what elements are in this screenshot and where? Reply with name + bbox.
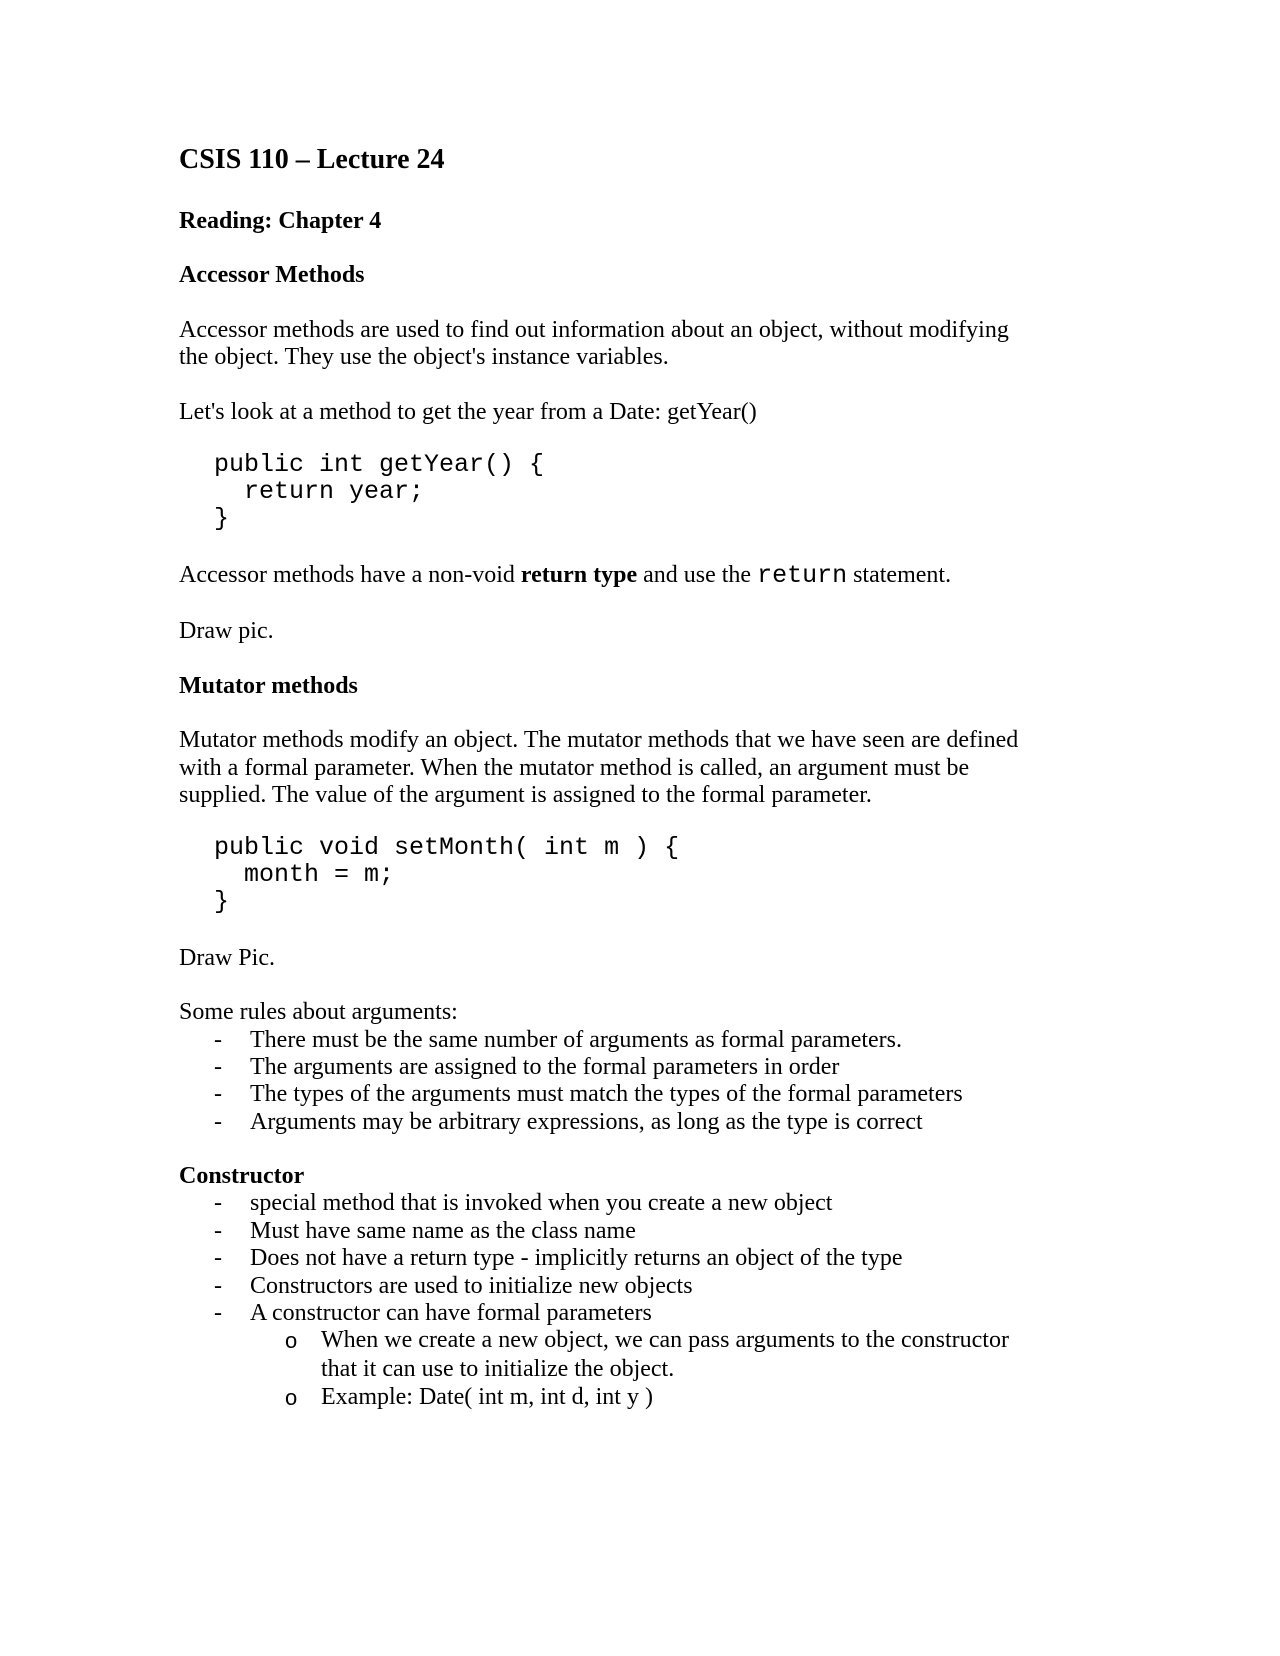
list-item: Constructors are used to initialize new objects (250, 1273, 693, 1299)
list-item: special method that is invoked when you create a new object (250, 1190, 833, 1216)
bullet-circle: o (285, 1385, 298, 1410)
bullet-dash: - (214, 1109, 222, 1135)
text-span: Accessor methods have a non-void (179, 562, 521, 588)
bullet-circle: o (285, 1328, 298, 1353)
list-item: A constructor can have formal parameters (250, 1300, 652, 1326)
return-type-term: return type (520, 562, 638, 588)
accessor-heading: Accessor Methods (179, 262, 365, 288)
return-keyword: return (757, 561, 848, 590)
bullet-dash: - (214, 1300, 222, 1326)
mutator-paragraph-line1: Mutator methods modify an object. The mutator methods that we have seen are defined (179, 727, 1019, 753)
list-item: Does not have a return type - implicitly returns an object of the type (250, 1245, 903, 1271)
accessor-paragraph-line1: Accessor methods are used to find out information about an object, without modifying (179, 317, 1009, 343)
code-line: } (214, 504, 230, 533)
rules-intro: Some rules about arguments: (179, 999, 458, 1025)
sub-list-item: When we create a new object, we can pass arguments to the constructor (321, 1327, 1009, 1353)
code-line: public void setMonth( int m ) { (214, 833, 680, 862)
code-line: public int getYear() { (214, 450, 545, 479)
list-item: The arguments are assigned to the formal parameters in order (250, 1054, 840, 1080)
code-line: month = m; (214, 860, 395, 889)
sub-list-item: Example: Date( int m, int d, int y ) (321, 1384, 653, 1410)
accessor-return-sentence (179, 561, 951, 590)
list-item: Arguments may be arbitrary expressions, as long as the type is correct (250, 1109, 923, 1135)
draw-pic-note: Draw Pic. (179, 945, 275, 971)
code-line: } (214, 887, 230, 916)
accessor-paragraph-line2: the object. They use the object's instance variables. (179, 344, 669, 370)
sub-list-item-continuation: that it can use to initialize the object. (321, 1356, 675, 1382)
bullet-dash: - (214, 1081, 222, 1107)
mutator-heading: Mutator methods (179, 673, 358, 699)
bullet-dash: - (214, 1245, 222, 1271)
text-span: and use the (637, 562, 758, 588)
reading-line: Reading: Chapter 4 (179, 208, 382, 234)
list-item: The types of the arguments must match the types of the formal parameters (250, 1081, 963, 1107)
bullet-dash: - (214, 1190, 222, 1216)
constructor-heading: Constructor (179, 1163, 305, 1189)
bullet-dash: - (214, 1273, 222, 1299)
list-item: Must have same name as the class name (250, 1218, 636, 1244)
bullet-dash: - (214, 1054, 222, 1080)
mutator-paragraph-line2: with a formal parameter. When the mutator method is called, an argument must be (179, 755, 970, 781)
text-span: statement. (847, 562, 952, 588)
accessor-getyear-intro: Let's look at a method to get the year from a Date: getYear() (179, 399, 757, 425)
bullet-dash: - (214, 1218, 222, 1244)
bullet-dash: - (214, 1027, 222, 1053)
code-line: return year; (214, 477, 425, 506)
mutator-paragraph-line3: supplied. The value of the argument is assigned to the formal parameter. (179, 782, 872, 808)
list-item: There must be the same number of arguments as formal parameters. (250, 1027, 902, 1053)
draw-pic-note: Draw pic. (179, 618, 274, 644)
page-title: CSIS 110 – Lecture 24 (179, 144, 445, 175)
